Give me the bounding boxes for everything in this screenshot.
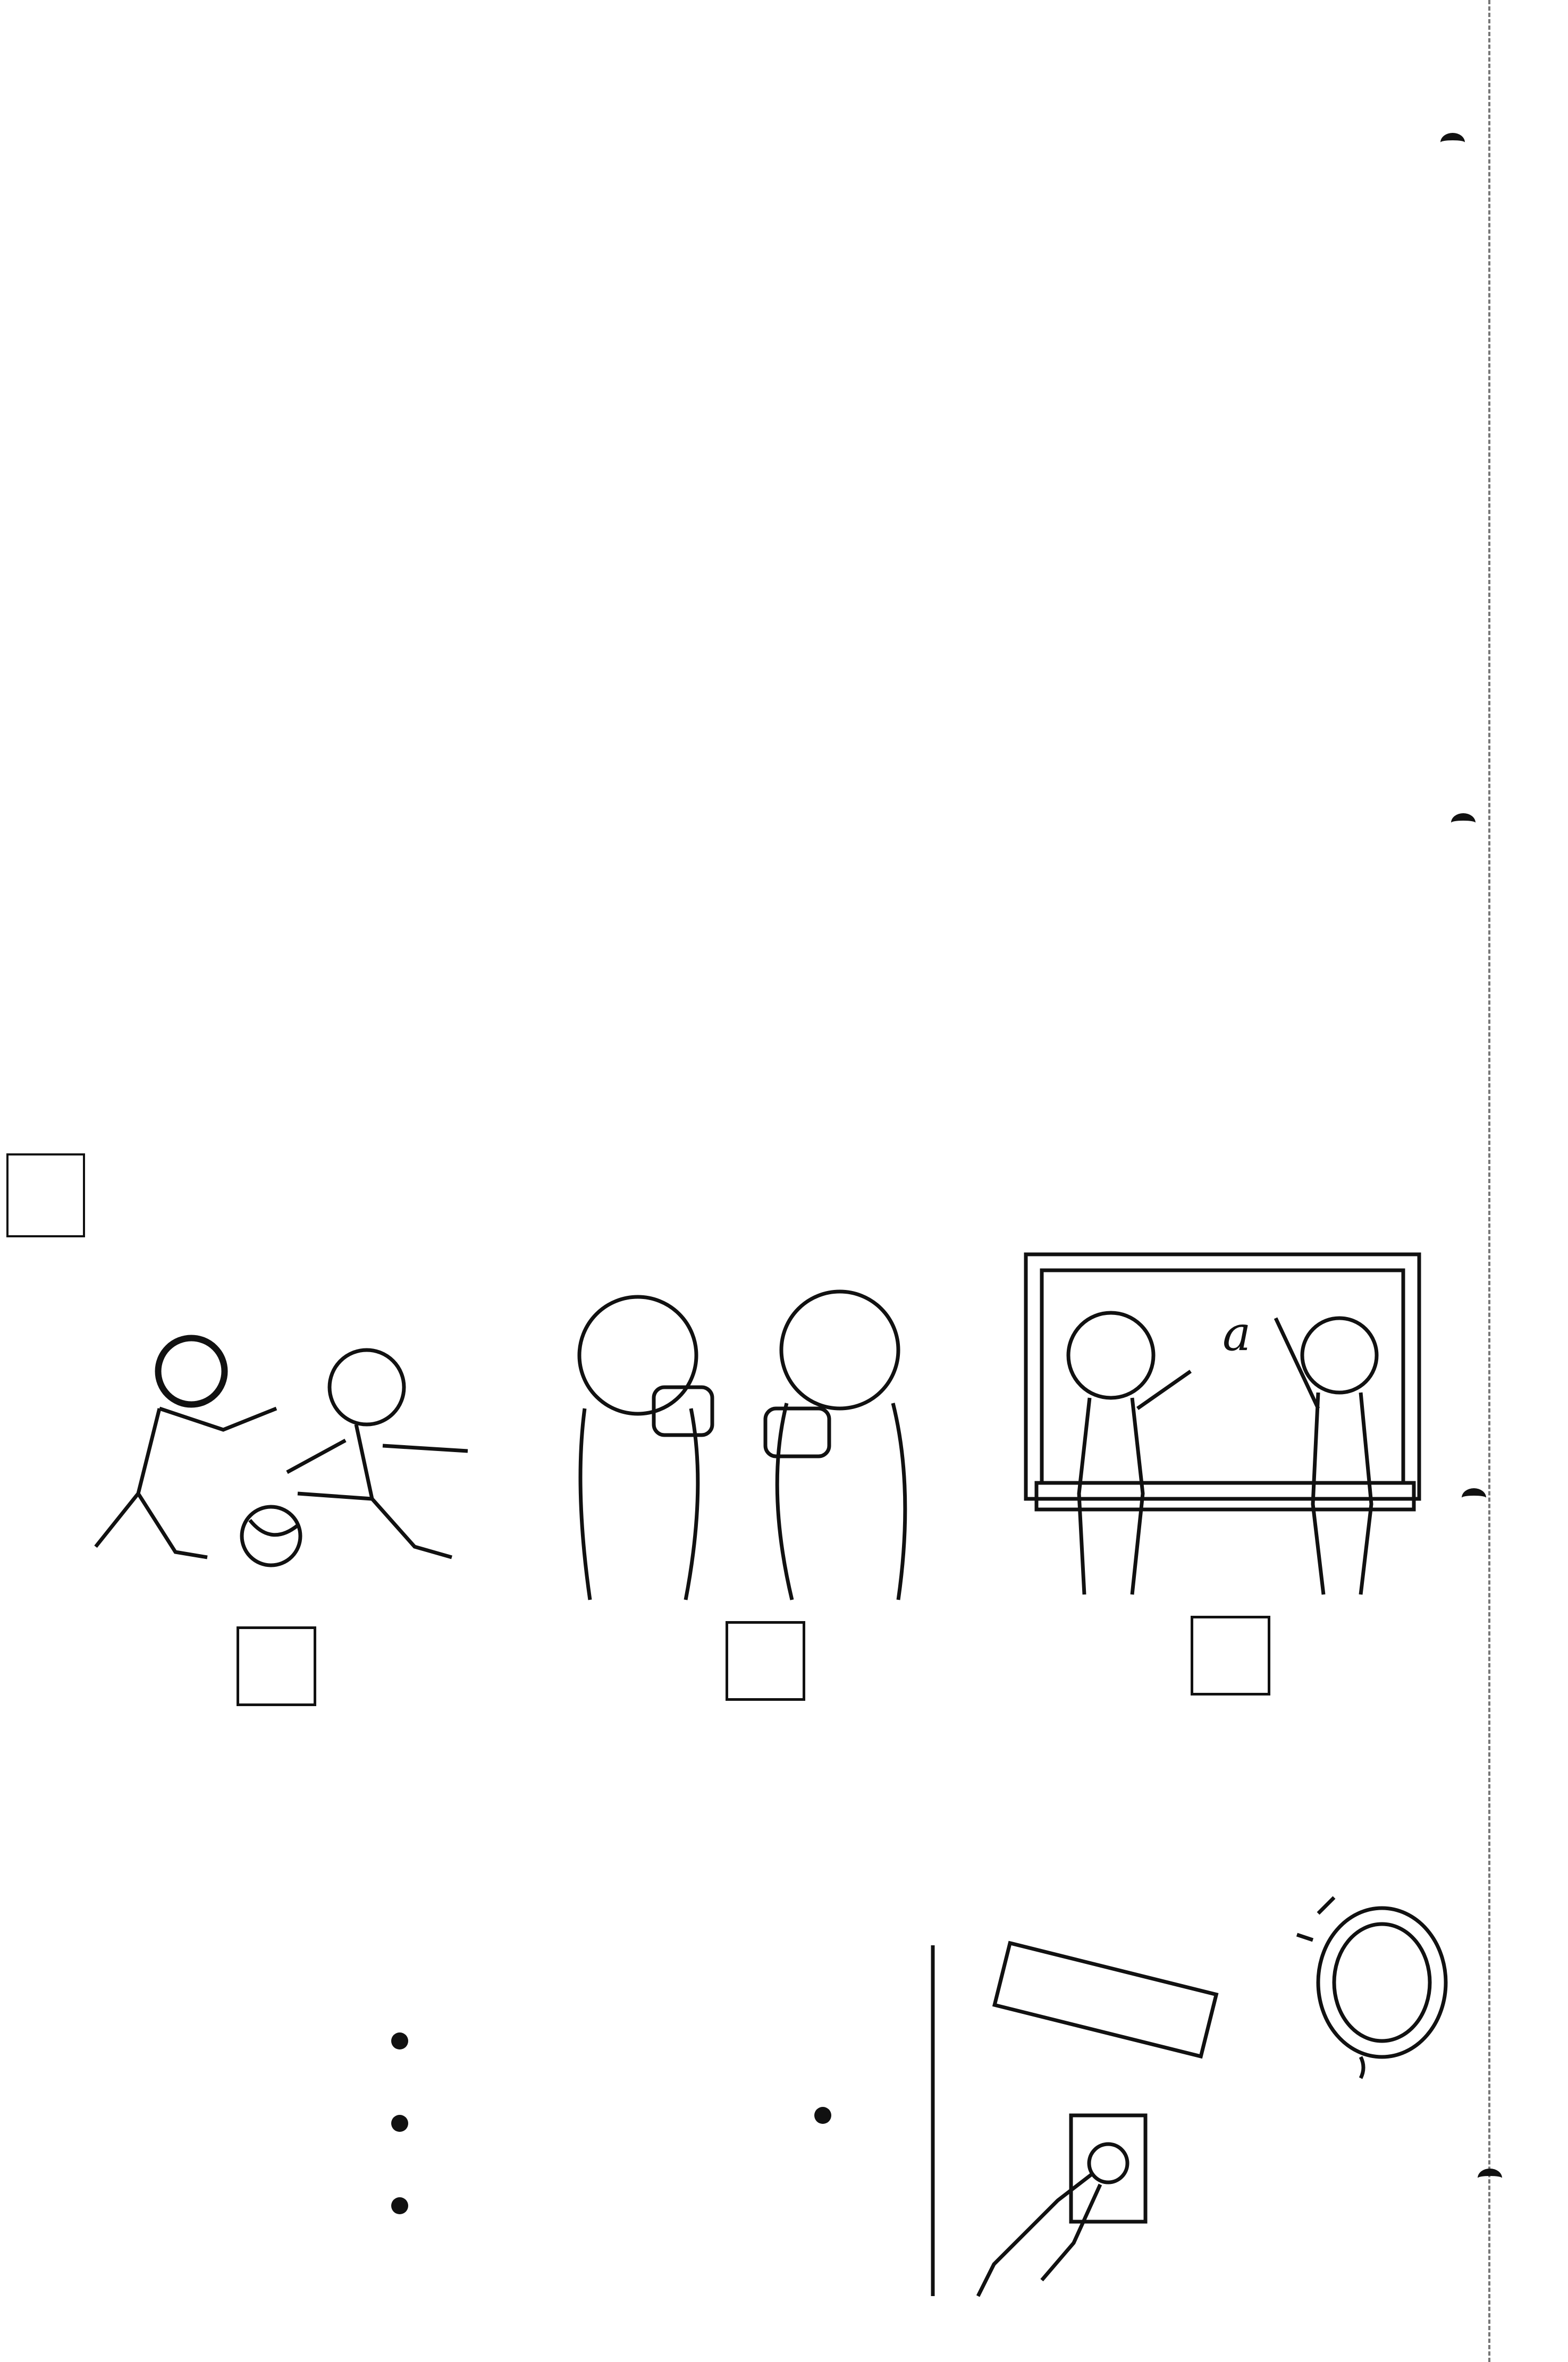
playing-ball-scene [96,1337,468,1565]
exit-scenes [0,702,1488,1116]
blackboard-scene [1026,1254,1419,1595]
dot-target [814,2107,831,2124]
binder-mark [1440,133,1465,152]
dot-option-1 [391,2032,408,2049]
instruction-interval [0,1153,91,1237]
eating-scene [579,1292,905,1600]
answer-box-write[interactable] [1191,1616,1270,1695]
x-mark-box [6,1153,85,1237]
answer-box-eat[interactable] [726,1621,805,1701]
answer-box-play[interactable] [237,1626,316,1706]
interval-scenes [0,1249,1488,1621]
bell-scene [0,1860,1488,2339]
dot-option-3 [391,2197,408,2214]
cut-line [1488,0,1490,2362]
clock-row [0,255,1488,574]
svg-text:a: a [1223,1306,1251,1362]
dot-option-2 [391,2115,408,2132]
